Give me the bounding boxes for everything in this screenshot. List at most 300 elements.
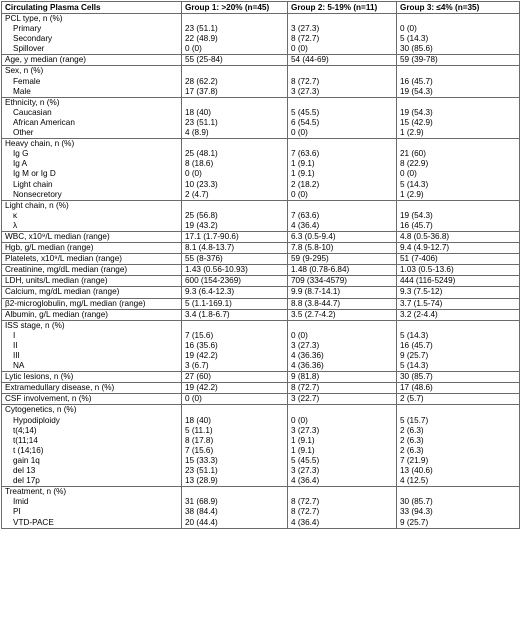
spacer [400,98,519,108]
spacer [291,201,396,211]
value-cell [288,254,397,265]
value: 19 (54.3) [400,210,433,220]
value-cell [182,487,288,528]
value: 1.43 (0.56-10.93) [185,265,248,275]
spacer [185,14,287,24]
value: 51 (7-406) [400,254,438,264]
row-label-cell [2,372,182,383]
subrow-label: Ig A [13,159,28,169]
section-title: β2-microglobulin, mg/L median (range) [5,298,146,308]
value: 16 (35.6) [185,340,218,350]
value: 30 (85.7) [400,372,433,382]
table-row [2,372,520,383]
value-cell [288,405,397,487]
value-cell [397,383,520,394]
value-cell [288,276,397,287]
subrow-label: Female [13,76,41,86]
row-label-cell [2,287,182,298]
value: 5 (14.3) [400,361,429,371]
subrow-label: Secondary [13,34,53,44]
subrow-label: Ig G [13,149,29,159]
spacer [291,139,396,149]
value: 27 (60) [185,372,211,382]
table-row [2,405,520,487]
value: 3 (6.7) [185,361,209,371]
row-label-cell [2,394,182,405]
value-cell [288,14,397,55]
value-cell [397,372,520,383]
table-row [2,298,520,309]
section-title: Platelets, x10⁹/L median (range) [5,254,122,264]
value: 8.1 (4.8-13.7) [185,243,235,253]
section-title: Creatinine, mg/dL median (range) [5,265,128,275]
patient-characteristics-table [1,1,520,529]
value: 16 (45.7) [400,220,433,230]
value: 3.5 (2.7-4.2) [291,309,336,319]
subrow-label: del 13 [13,466,36,476]
value: 8 (72.7) [291,497,320,507]
value: 3 (27.3) [291,340,320,350]
value: 5 (14.3) [400,179,429,189]
table-row [2,200,520,231]
row-label-cell [2,405,182,487]
subrow-label: Nonsecretory [13,189,62,199]
value: 3 (27.3) [291,24,320,34]
value: 19 (42.2) [185,351,218,360]
section-title: CSF involvement, n (%) [5,394,92,404]
value: 2 (5.7) [400,394,424,404]
table-row [2,394,520,405]
value-cell [182,298,288,309]
spacer [185,201,287,211]
value-cell [397,231,520,242]
subrow-label: III [13,351,20,360]
value: 8 (72.7) [291,34,320,44]
row-label-cell [2,298,182,309]
value: 5 (45.5) [291,107,320,117]
value: 0 (0) [185,44,202,54]
value: 8 (72.7) [291,507,320,517]
value: 9 (25.7) [400,351,429,360]
value-cell [288,372,397,383]
table-row [2,320,520,371]
value: 0 (0) [400,169,417,179]
value: 3.4 (1.8-6.7) [185,309,230,319]
table-row [2,487,520,528]
table-row [2,97,520,138]
header-row [2,2,520,14]
table-row [2,14,520,55]
spacer [185,321,287,331]
value: 3.7 (1.5-74) [400,298,443,308]
value: 13 (40.6) [400,466,433,476]
value: 3 (27.3) [291,425,320,435]
value: 13 (28.9) [185,476,218,486]
value: 8 (18.6) [185,159,214,169]
value-cell [288,231,397,242]
row-label-cell [2,139,182,201]
row-label-cell [2,55,182,66]
spacer [291,14,396,24]
table-row [2,254,520,265]
value: 0 (0) [400,24,417,34]
section-title: Sex, n (%) [5,66,44,76]
section-title: Hgb, g/L median (range) [5,243,94,253]
value-cell [288,287,397,298]
value: 4 (8.9) [185,128,209,138]
subrow-label: I [13,330,16,340]
value: 20 (44.4) [185,517,218,527]
spacer [400,14,519,24]
value: 23 (51.1) [185,24,218,34]
value: 9.3 (6.4-12.3) [185,287,235,297]
spacer [291,405,396,415]
value: 25 (56.8) [185,210,218,220]
value: 4 (36.36) [291,351,324,360]
value: 19 (42.2) [185,383,218,393]
value: 6 (54.5) [291,117,320,127]
value-cell [288,66,397,97]
value-cell [182,265,288,276]
value: 4 (36.4) [291,517,320,527]
header-cell: Group 1: >20% (n=45) [182,2,288,14]
value: 9.4 (4.9-12.7) [400,243,450,253]
value-cell [288,55,397,66]
section-title: Age, y median (range) [5,55,87,65]
value-cell [397,139,520,201]
header-cell: Group 3: ≤4% (n=35) [397,2,520,14]
value: 600 (154-2369) [185,276,241,286]
spacer [400,321,519,331]
value-cell [182,320,288,371]
value: 6.3 (0.5-9.4) [291,231,336,241]
value: 709 (334-4579) [291,276,347,286]
value-cell [288,265,397,276]
value: 7 (63.6) [291,149,320,159]
value: 59 (39-78) [400,55,438,65]
table-row [2,276,520,287]
table-row [2,383,520,394]
spacer [291,98,396,108]
value: 17 (48.6) [400,383,433,393]
section-title: PCL type, n (%) [5,14,63,23]
value-cell [288,394,397,405]
value: 1.48 (0.78-6.84) [291,265,350,275]
section-title: Calcium, mg/dL median (range) [5,287,120,297]
table-row [2,287,520,298]
row-label-cell [2,383,182,394]
subrow-label: gain 1q [13,455,40,465]
section-title: ISS stage, n (%) [5,320,65,330]
value: 38 (84.4) [185,507,218,517]
value: 16 (45.7) [400,76,433,86]
header-cell: Circulating Plasma Cells [2,2,182,14]
value-cell [288,320,397,371]
subrow-label: Spillover [13,44,45,54]
row-label-cell [2,200,182,231]
row-label-cell [2,309,182,320]
row-label-cell [2,254,182,265]
value: 19 (43.2) [185,220,218,230]
value-cell [397,309,520,320]
value: 1 (9.1) [291,169,315,179]
value: 9.3 (7.5-12) [400,287,443,297]
row-label-cell [2,487,182,528]
value-cell [182,394,288,405]
section-title: Ethnicity, n (%) [5,97,60,107]
table-row [2,231,520,242]
value-cell [397,320,520,371]
table-row [2,265,520,276]
value: 7.8 (5.8-10) [291,243,334,253]
value: 16 (45.7) [400,340,433,350]
value: 19 (54.3) [400,86,433,96]
value-cell [397,287,520,298]
section-title: Lytic lesions, n (%) [5,372,74,382]
value: 17 (37.8) [185,86,218,96]
value-cell [182,372,288,383]
value-cell [182,405,288,487]
section-title: LDH, units/L median (range) [5,276,108,286]
spacer [291,66,396,76]
value: 7 (21.9) [400,455,429,465]
value: 1 (9.1) [291,435,315,445]
value: 55 (25-84) [185,55,223,65]
value: 22 (48.9) [185,34,218,44]
value: 7 (63.6) [291,210,320,220]
subrow-label: NA [13,361,25,371]
value: 19 (54.3) [400,107,433,117]
value: 3 (27.3) [291,86,320,96]
subrow-label: VTD-PACE [13,517,54,527]
value: 7 (15.6) [185,330,214,340]
value: 5 (11.1) [185,425,213,435]
subrow-label: Other [13,128,34,138]
subrow-label: Male [13,86,31,96]
value: 8 (72.7) [291,76,320,86]
value-cell [182,309,288,320]
subrow-label: Primary [13,24,42,34]
value: 4 (36.36) [291,361,324,371]
subrow-label: Caucasian [13,107,52,117]
row-label-cell [2,320,182,371]
spacer [400,139,519,149]
value: 0 (0) [185,394,202,404]
section-title: Treatment, n (%) [5,487,67,497]
subrow-label: t (14;16) [13,445,44,455]
value: 3 (22.7) [291,394,320,404]
value: 2 (18.2) [291,179,320,189]
value: 8 (17.8) [185,435,214,445]
section-title: Cytogenetics, n (%) [5,405,77,415]
subrow-label: t(11;14 [13,435,38,445]
value: 30 (85.7) [400,497,433,507]
spacer [400,201,519,211]
subrow-label: κ [13,210,18,220]
value: 3.2 (2-4.4) [400,309,438,319]
value: 4 (12.5) [400,476,429,486]
value-cell [397,200,520,231]
value-cell [182,243,288,254]
row-label-cell [2,265,182,276]
value-cell [397,97,520,138]
value: 0 (0) [291,44,308,54]
subrow-label: Ig M or Ig D [13,169,56,179]
value: 4 (36.4) [291,476,320,486]
table-row [2,243,520,254]
row-label-cell [2,231,182,242]
value: 1 (9.1) [291,159,315,169]
value-cell [288,200,397,231]
value-cell [182,66,288,97]
value: 2 (6.3) [400,435,424,445]
value: 18 (40) [185,107,211,117]
section-title: Extramedullary disease, n (%) [5,383,115,393]
spacer [185,405,287,415]
spacer [400,487,519,497]
value: 28 (62.2) [185,76,218,86]
value: 8.8 (3.8-44.7) [291,298,341,308]
row-label-cell [2,276,182,287]
value: 2 (6.3) [400,425,424,435]
value-cell [397,487,520,528]
value: 4.8 (0.5-36.8) [400,231,450,241]
value: 23 (51.1) [185,117,218,127]
value-cell [182,139,288,201]
value: 1.03 (0.5-13.6) [400,265,454,275]
value: 23 (51.1) [185,466,218,476]
value: 5 (15.7) [400,415,429,425]
value: 5 (14.3) [400,330,429,340]
spacer [400,405,519,415]
section-title: WBC, x10⁹/L median (range) [5,231,110,241]
value: 54 (44-69) [291,55,329,65]
subrow-label: African American [13,117,75,127]
subrow-label: Hypodiploidy [13,415,60,425]
value: 0 (0) [185,169,202,179]
value: 8 (22.9) [400,159,429,169]
value: 0 (0) [291,128,308,138]
value: 2 (4.7) [185,189,209,199]
value: 1 (2.9) [400,189,424,199]
subrow-label: t(4;14) [13,425,37,435]
value: 18 (40) [185,415,211,425]
value: 1 (2.9) [400,128,424,138]
spacer [185,487,287,497]
row-label-cell [2,14,182,55]
value-cell [288,97,397,138]
spacer [291,321,396,331]
value-cell [397,298,520,309]
value: 17.1 (1.7-90.6) [185,231,239,241]
value-cell [288,309,397,320]
value: 7 (15.6) [185,445,214,455]
spacer [400,66,519,76]
value-cell [182,231,288,242]
value: 5 (14.3) [400,34,429,44]
value: 9 (81.8) [291,372,320,382]
value: 59 (9-295) [291,254,329,264]
value-cell [288,243,397,254]
value: 0 (0) [291,189,308,199]
value-cell [288,139,397,201]
subrow-label: del 17p [13,476,40,486]
value: 10 (23.3) [185,179,218,189]
subrow-label: II [13,340,18,350]
value-cell [182,276,288,287]
value: 9 (25.7) [400,517,429,527]
row-label-cell [2,66,182,97]
value-cell [288,298,397,309]
value-cell [397,243,520,254]
spacer [185,98,287,108]
value: 5 (45.5) [291,455,320,465]
spacer [291,487,396,497]
value: 4 (36.4) [291,220,320,230]
value-cell [397,55,520,66]
section-title: Heavy chain, n (%) [5,139,75,149]
value: 31 (68.9) [185,497,218,507]
value: 30 (85.6) [400,44,433,54]
value: 3 (27.3) [291,466,320,476]
value: 9.9 (8.7-14.1) [291,287,341,297]
section-title: Albumin, g/L median (range) [5,309,109,319]
value-cell [182,287,288,298]
value: 0 (0) [291,330,308,340]
subrow-label: PI [13,507,21,517]
value-cell [182,254,288,265]
value-cell [397,254,520,265]
row-label-cell [2,243,182,254]
value-cell [397,405,520,487]
value: 33 (94.3) [400,507,433,517]
value: 2 (6.3) [400,445,424,455]
value: 1 (9.1) [291,445,315,455]
value-cell [397,14,520,55]
spacer [185,66,287,76]
value-cell [397,265,520,276]
value-cell [397,394,520,405]
value-cell [182,14,288,55]
table-row [2,139,520,201]
table-row [2,66,520,97]
header-cell: Group 2: 5-19% (n=11) [288,2,397,14]
value-cell [288,487,397,528]
value-cell [182,97,288,138]
value-cell [182,383,288,394]
value: 444 (116-5249) [400,276,456,286]
value-cell [397,66,520,97]
value-cell [182,55,288,66]
subrow-label: Light chain [13,179,53,189]
row-label-cell [2,97,182,138]
value: 8 (72.7) [291,383,320,393]
subrow-label: Imid [13,497,29,507]
value-cell [397,276,520,287]
table-row [2,309,520,320]
value: 25 (48.1) [185,149,218,159]
value: 5 (1.1-169.1) [185,298,232,308]
value: 0 (0) [291,415,308,425]
value: 15 (42.9) [400,117,433,127]
value: 21 (60) [400,149,426,159]
table-row [2,55,520,66]
value: 55 (8-376) [185,254,223,264]
subrow-label: λ [13,220,18,230]
value: 15 (33.3) [185,455,218,465]
value-cell [182,200,288,231]
section-title: Light chain, n (%) [5,200,69,210]
